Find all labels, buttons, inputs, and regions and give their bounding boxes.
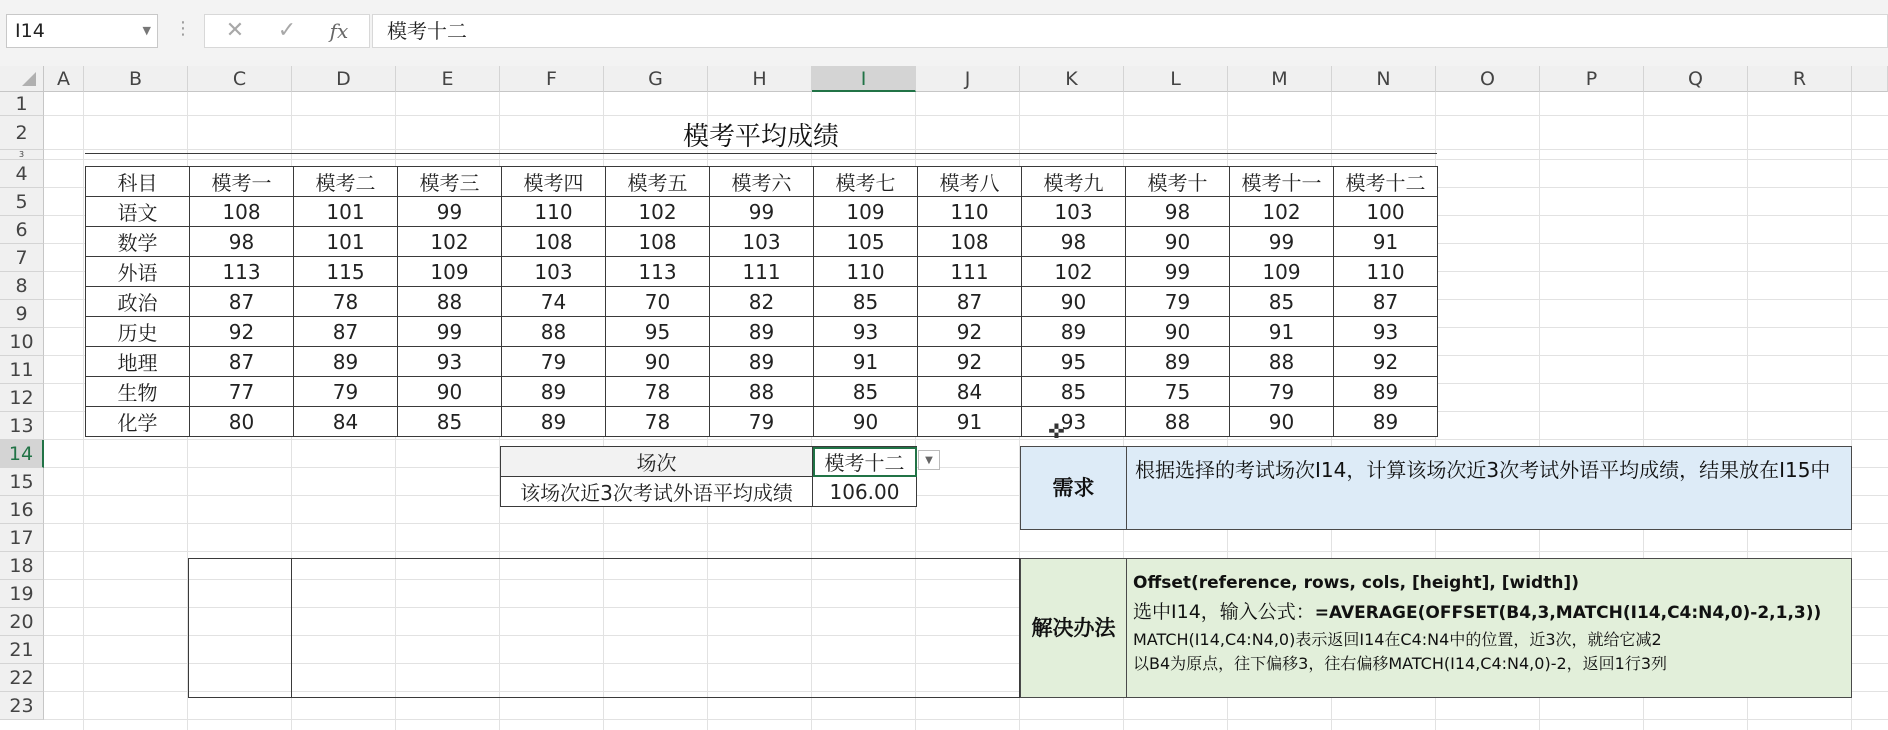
session-label: 场次 [501, 447, 813, 477]
column-header-b[interactable]: B [84, 66, 188, 92]
name-box[interactable] [6, 14, 158, 48]
formula-input[interactable]: 模考十二 [372, 14, 1888, 48]
score-cell[interactable]: 103 [502, 257, 606, 287]
score-cell[interactable]: 92 [1334, 347, 1438, 377]
score-cell[interactable]: 82 [710, 287, 814, 317]
score-cell[interactable]: 87 [190, 287, 294, 317]
score-cell[interactable]: 110 [814, 257, 918, 287]
score-cell[interactable]: 109 [398, 257, 502, 287]
score-cell[interactable]: 110 [918, 197, 1022, 227]
score-cell[interactable]: 89 [710, 317, 814, 347]
row-header-5[interactable]: 5 [0, 188, 44, 216]
score-cell[interactable]: 91 [1334, 227, 1438, 257]
table-row [86, 257, 1438, 287]
row-header-12[interactable]: 12 [0, 384, 44, 412]
row-header-7[interactable]: 7 [0, 244, 44, 272]
row-header-16[interactable]: 16 [0, 496, 44, 524]
score-cell[interactable]: 92 [918, 317, 1022, 347]
gridline [44, 719, 1888, 720]
header-cell[interactable]: 模考十 [1126, 167, 1230, 197]
gridline [83, 92, 84, 730]
gridline [44, 159, 1888, 160]
subject-cell[interactable]: 生物 [86, 377, 190, 407]
score-cell[interactable]: 79 [294, 377, 398, 407]
header-cell[interactable]: 模考五 [606, 167, 710, 197]
average-label: 该场次近3次考试外语平均成绩 [501, 477, 813, 507]
table-row [86, 287, 1438, 317]
header-cell[interactable]: 模考七 [814, 167, 918, 197]
score-cell[interactable]: 113 [606, 257, 710, 287]
score-cell[interactable]: 89 [502, 407, 606, 437]
insert-function-icon[interactable]: fx [329, 19, 349, 43]
row-header-15[interactable]: 15 [0, 468, 44, 496]
column-header-i[interactable]: I [812, 66, 916, 92]
score-cell[interactable]: 90 [1022, 287, 1126, 317]
row-header-20[interactable]: 20 [0, 608, 44, 636]
row-header-8[interactable]: 8 [0, 272, 44, 300]
gridline [44, 115, 1888, 116]
offset-explanation: 以B4为原点，往下偏移3，往右偏移MATCH(I14,C4:N4,0)-2，返回1行3列 [1133, 654, 1668, 673]
header-cell[interactable]: 模考六 [710, 167, 814, 197]
score-cell[interactable]: 93 [814, 317, 918, 347]
solution-label: 解决办法 [1021, 559, 1127, 697]
score-cell[interactable]: 93 [1022, 407, 1126, 437]
score-cell[interactable]: 102 [1022, 257, 1126, 287]
row-header-3[interactable]: 3 [0, 150, 44, 160]
score-cell[interactable]: 77 [190, 377, 294, 407]
more-options-icon[interactable]: ⋮ [174, 18, 192, 39]
score-cell[interactable]: 88 [502, 317, 606, 347]
score-cell[interactable]: 90 [606, 347, 710, 377]
score-cell[interactable]: 101 [294, 197, 398, 227]
empty-box [292, 558, 1020, 698]
cancel-icon[interactable]: ✕ [225, 18, 245, 43]
header-cell[interactable]: 模考一 [190, 167, 294, 197]
subject-cell[interactable]: 语文 [86, 197, 190, 227]
row-header-18[interactable]: 18 [0, 552, 44, 580]
solution-box [1020, 558, 1852, 698]
score-cell[interactable]: 84 [294, 407, 398, 437]
score-cell[interactable]: 89 [1334, 377, 1438, 407]
score-cell[interactable]: 98 [1126, 197, 1230, 227]
score-cell[interactable]: 102 [1230, 197, 1334, 227]
subject-cell[interactable]: 化学 [86, 407, 190, 437]
score-cell[interactable]: 109 [1230, 257, 1334, 287]
table-row [86, 317, 1438, 347]
score-cell[interactable]: 79 [502, 347, 606, 377]
name-box-value: I14 [15, 20, 45, 42]
cell-cursor-icon: ✜ [1048, 419, 1065, 443]
column-header-o[interactable]: O [1436, 66, 1540, 92]
score-cell[interactable]: 85 [1022, 377, 1126, 407]
table-row [86, 407, 1438, 437]
row-header-11[interactable]: 11 [0, 356, 44, 384]
header-cell[interactable]: 模考九 [1022, 167, 1126, 197]
score-cell[interactable]: 91 [814, 347, 918, 377]
lookup-table [500, 446, 917, 507]
score-cell[interactable]: 95 [1022, 347, 1126, 377]
score-cell[interactable]: 79 [710, 407, 814, 437]
table-row [86, 377, 1438, 407]
score-cell[interactable]: 90 [1126, 227, 1230, 257]
score-cell[interactable]: 99 [710, 197, 814, 227]
column-header-g[interactable]: G [604, 66, 708, 92]
session-select-cell[interactable]: 模考十二 [813, 447, 917, 477]
row-header-19[interactable]: 19 [0, 580, 44, 608]
score-cell[interactable]: 103 [1022, 197, 1126, 227]
score-cell[interactable]: 88 [398, 287, 502, 317]
column-header-m[interactable]: M [1228, 66, 1332, 92]
column-header-h[interactable]: H [708, 66, 812, 92]
score-cell[interactable]: 90 [1126, 317, 1230, 347]
score-cell[interactable]: 91 [1230, 317, 1334, 347]
header-cell[interactable]: 模考四 [502, 167, 606, 197]
formula-instruction [1133, 597, 1845, 628]
score-cell[interactable]: 89 [294, 347, 398, 377]
score-cell[interactable]: 108 [502, 227, 606, 257]
header-cell[interactable]: 模考二 [294, 167, 398, 197]
score-cell[interactable]: 92 [190, 317, 294, 347]
score-cell[interactable]: 85 [398, 407, 502, 437]
score-cell[interactable]: 108 [606, 227, 710, 257]
match-explanation: MATCH(I14,C4:N4,0)表示返回I14在C4:N4中的位置，近3次，就给它减2 [1133, 630, 1662, 649]
score-cell[interactable]: 88 [1230, 347, 1334, 377]
table-header-row [86, 167, 1438, 197]
score-cell[interactable]: 89 [1126, 347, 1230, 377]
offset-syntax: Offset(reference, rows, cols, [height], [width]) [1133, 573, 1579, 593]
table-title: 模考平均成绩 [85, 120, 1437, 154]
subject-cell[interactable]: 数学 [86, 227, 190, 257]
score-cell[interactable]: 89 [502, 377, 606, 407]
subject-cell[interactable]: 政治 [86, 287, 190, 317]
score-cell[interactable]: 91 [918, 407, 1022, 437]
score-cell[interactable]: 92 [918, 347, 1022, 377]
chevron-down-icon[interactable]: ▼ [142, 24, 151, 37]
row-header-14[interactable]: 14 [0, 440, 44, 468]
row-header-9[interactable]: 9 [0, 300, 44, 328]
score-cell[interactable]: 90 [398, 377, 502, 407]
row-header-2[interactable]: 2 [0, 116, 44, 150]
requirement-box [1020, 446, 1852, 530]
score-cell[interactable]: 109 [814, 197, 918, 227]
score-cell[interactable]: 80 [190, 407, 294, 437]
score-cell[interactable]: 89 [1022, 317, 1126, 347]
score-cell[interactable]: 89 [710, 347, 814, 377]
score-cell[interactable]: 111 [918, 257, 1022, 287]
score-cell[interactable]: 115 [294, 257, 398, 287]
score-cell[interactable]: 89 [1334, 407, 1438, 437]
score-cell[interactable]: 84 [918, 377, 1022, 407]
row-header-10[interactable]: 10 [0, 328, 44, 356]
column-header-filler [1852, 66, 1888, 92]
requirement-text: 根据选择的考试场次I14，计算该场次近3次考试外语平均成绩，结果放在I15中 [1135, 458, 1831, 482]
score-cell[interactable]: 87 [294, 317, 398, 347]
subject-cell[interactable]: 历史 [86, 317, 190, 347]
score-cell[interactable]: 79 [1230, 377, 1334, 407]
row-header-22[interactable]: 22 [0, 664, 44, 692]
enter-icon[interactable]: ✓ [277, 18, 297, 43]
score-cell[interactable]: 98 [1022, 227, 1126, 257]
column-header-q[interactable]: Q [1644, 66, 1748, 92]
column-header-a[interactable]: A [44, 66, 84, 92]
score-cell[interactable]: 108 [918, 227, 1022, 257]
empty-box [188, 558, 292, 698]
average-value[interactable]: 106.00 [813, 477, 917, 507]
score-cell[interactable]: 102 [606, 197, 710, 227]
dropdown-arrow-icon[interactable]: ▼ [918, 450, 940, 470]
formula-bar [0, 0, 1888, 66]
score-cell[interactable]: 111 [710, 257, 814, 287]
column-header-f[interactable]: F [500, 66, 604, 92]
header-cell[interactable]: 模考三 [398, 167, 502, 197]
requirement-label: 需求 [1021, 447, 1127, 529]
subject-cell[interactable]: 外语 [86, 257, 190, 287]
select-all-icon [22, 72, 36, 86]
score-cell[interactable]: 85 [814, 287, 918, 317]
score-cell[interactable]: 90 [814, 407, 918, 437]
score-cell[interactable]: 98 [190, 227, 294, 257]
score-cell[interactable]: 87 [918, 287, 1022, 317]
score-cell[interactable]: 113 [190, 257, 294, 287]
gridline [44, 551, 1888, 552]
score-cell[interactable]: 103 [710, 227, 814, 257]
score-cell[interactable]: 79 [1126, 287, 1230, 317]
score-cell[interactable]: 78 [606, 377, 710, 407]
score-cell[interactable]: 88 [1126, 407, 1230, 437]
select-all-corner[interactable] [0, 66, 44, 92]
score-cell[interactable]: 88 [710, 377, 814, 407]
score-cell[interactable]: 87 [190, 347, 294, 377]
score-cell[interactable]: 100 [1334, 197, 1438, 227]
score-cell[interactable]: 108 [190, 197, 294, 227]
average-formula: =AVERAGE(OFFSET(B4,3,MATCH(I14,C4:N4,0)-2,1,3)) [1314, 603, 1822, 623]
score-cell[interactable]: 90 [1230, 407, 1334, 437]
score-table [85, 166, 1438, 437]
instruction-prefix: 选中I14，输入公式： [1133, 601, 1315, 623]
column-header-d[interactable]: D [292, 66, 396, 92]
score-cell[interactable]: 78 [294, 287, 398, 317]
row-header-21[interactable]: 21 [0, 636, 44, 664]
row-header-6[interactable]: 6 [0, 216, 44, 244]
score-cell[interactable]: 95 [606, 317, 710, 347]
column-header-p[interactable]: P [1540, 66, 1644, 92]
score-cell[interactable]: 93 [398, 347, 502, 377]
table-row [86, 197, 1438, 227]
score-cell[interactable]: 101 [294, 227, 398, 257]
header-cell[interactable]: 模考十一 [1230, 167, 1334, 197]
column-header-r[interactable]: R [1748, 66, 1852, 92]
score-cell[interactable]: 105 [814, 227, 918, 257]
score-cell[interactable]: 93 [1334, 317, 1438, 347]
score-cell[interactable]: 85 [814, 377, 918, 407]
row-header-17[interactable]: 17 [0, 524, 44, 552]
row-header-1[interactable]: 1 [0, 92, 44, 116]
score-cell[interactable]: 102 [398, 227, 502, 257]
row-header-23[interactable]: 23 [0, 692, 44, 720]
score-cell[interactable]: 85 [1230, 287, 1334, 317]
formula-buttons [204, 14, 370, 48]
header-cell[interactable]: 科目 [86, 167, 190, 197]
score-cell[interactable]: 70 [606, 287, 710, 317]
column-header-j[interactable]: J [916, 66, 1020, 92]
score-cell[interactable]: 74 [502, 287, 606, 317]
score-cell[interactable]: 99 [1126, 257, 1230, 287]
column-header-e[interactable]: E [396, 66, 500, 92]
subject-cell[interactable]: 地理 [86, 347, 190, 377]
column-header-k[interactable]: K [1020, 66, 1124, 92]
header-cell[interactable]: 模考八 [918, 167, 1022, 197]
score-cell[interactable]: 99 [1230, 227, 1334, 257]
solution-text [1127, 559, 1851, 697]
score-cell[interactable]: 87 [1334, 287, 1438, 317]
score-cell[interactable]: 75 [1126, 377, 1230, 407]
score-cell[interactable]: 78 [606, 407, 710, 437]
gridline [44, 439, 1888, 440]
table-row [86, 227, 1438, 257]
header-cell[interactable]: 模考十二 [1334, 167, 1438, 197]
column-header-l[interactable]: L [1124, 66, 1228, 92]
column-header-n[interactable]: N [1332, 66, 1436, 92]
score-cell[interactable]: 99 [398, 317, 502, 347]
score-cell[interactable]: 110 [502, 197, 606, 227]
score-cell[interactable]: 110 [1334, 257, 1438, 287]
row-header-13[interactable]: 13 [0, 412, 44, 440]
column-header-c[interactable]: C [188, 66, 292, 92]
table-row [86, 347, 1438, 377]
row-header-4[interactable]: 4 [0, 160, 44, 188]
score-cell[interactable]: 99 [398, 197, 502, 227]
